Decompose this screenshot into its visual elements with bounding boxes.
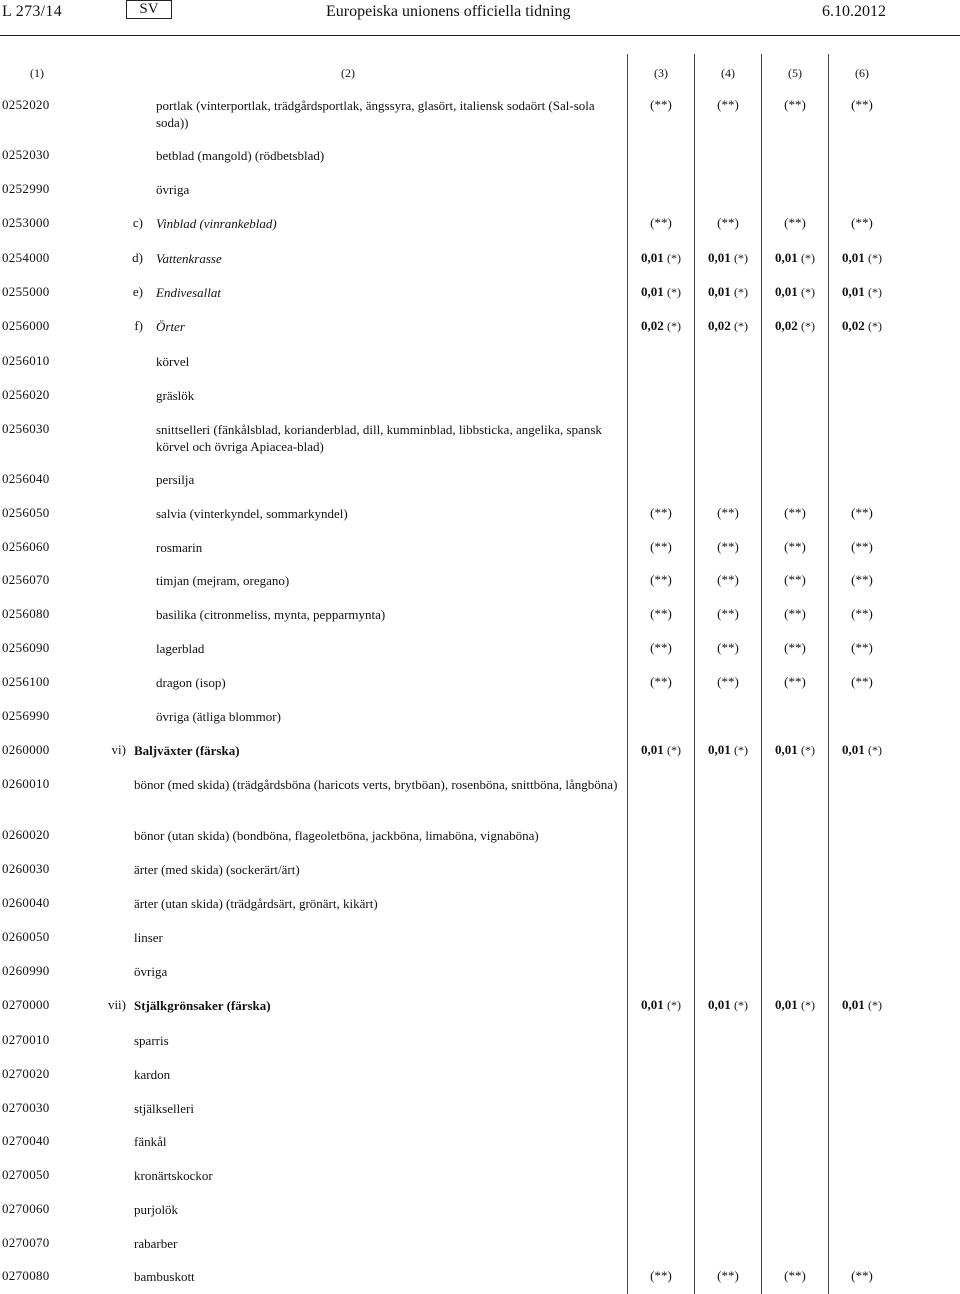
row-description: övriga	[134, 964, 168, 979]
row-value: (**)	[851, 606, 873, 621]
row-description: timjan (mejram, oregano)	[156, 573, 290, 588]
row-description: bönor (med skida) (trädgårdsböna (haricots verts, brytböan), rosenböna, snittböna, långböna)	[134, 777, 618, 792]
row-value: 0,01 (*)	[842, 284, 882, 299]
row-value: (**)	[851, 97, 873, 112]
row-description: sparris	[134, 1033, 169, 1048]
row-description: ärter (med skida) (sockerärt/ärt)	[134, 862, 300, 877]
row-label: d)	[132, 250, 143, 265]
row-code: 0252020	[2, 97, 50, 112]
row-code: 0270060	[2, 1201, 50, 1216]
row-code: 0256100	[2, 674, 50, 689]
row-description: bönor (utan skida) (bondböna, flageoletböna, jackböna, limaböna, vignaböna)	[134, 828, 539, 843]
row-value: (**)	[784, 606, 806, 621]
row-value: (**)	[650, 606, 672, 621]
row-label: vi)	[111, 742, 126, 757]
row-value: (**)	[650, 1268, 672, 1283]
row-description: Endivesallat	[156, 285, 221, 300]
row-value: 0,01 (*)	[775, 284, 815, 299]
row-value: 0,02 (*)	[775, 318, 815, 333]
column-header: (2)	[341, 66, 355, 80]
row-description: bambuskott	[134, 1269, 195, 1284]
row-value: 0,01 (*)	[641, 997, 681, 1012]
row-code: 0256990	[2, 708, 50, 723]
row-value: (**)	[784, 539, 806, 554]
row-value: (**)	[650, 674, 672, 689]
row-description: persilja	[156, 472, 195, 487]
row-label: f)	[134, 318, 143, 333]
row-code: 0256080	[2, 606, 50, 621]
row-value: 0,01 (*)	[842, 997, 882, 1012]
row-value: (**)	[717, 674, 739, 689]
row-code: 0260040	[2, 895, 50, 910]
row-description: fänkål	[134, 1134, 167, 1149]
row-description: rosmarin	[156, 540, 203, 555]
row-code: 0270030	[2, 1100, 50, 1115]
row-value: 0,01 (*)	[708, 250, 748, 265]
column-header: (4)	[721, 66, 735, 80]
row-code: 0255000	[2, 284, 50, 299]
row-value: 0,01 (*)	[842, 742, 882, 757]
row-description: gräslök	[156, 388, 195, 403]
row-code: 0260010	[2, 776, 50, 791]
row-code: 0256010	[2, 353, 50, 368]
row-value: (**)	[650, 505, 672, 520]
row-description: basilika (citronmeliss, mynta, pepparmynta)	[156, 607, 386, 622]
row-code: 0256030	[2, 421, 50, 436]
row-value: (**)	[717, 539, 739, 554]
row-code: 0256050	[2, 505, 50, 520]
row-description: Örter	[156, 319, 185, 334]
row-value: (**)	[717, 606, 739, 621]
row-value: 0,01 (*)	[708, 284, 748, 299]
column-header: (3)	[654, 66, 668, 80]
row-value: (**)	[851, 539, 873, 554]
column-header: (5)	[788, 66, 802, 80]
row-code: 0256070	[2, 572, 50, 587]
row-value: (**)	[851, 674, 873, 689]
row-description: Stjälkgrönsaker (färska)	[134, 998, 271, 1013]
row-value: 0,01 (*)	[775, 997, 815, 1012]
row-code: 0270020	[2, 1066, 50, 1081]
row-value: (**)	[784, 640, 806, 655]
row-value: 0,01 (*)	[641, 284, 681, 299]
row-value: 0,01 (*)	[708, 997, 748, 1012]
row-description: Baljväxter (färska)	[134, 743, 240, 758]
row-value: (**)	[851, 640, 873, 655]
row-description: övriga (ätliga blommor)	[156, 709, 281, 724]
row-value: (**)	[784, 97, 806, 112]
row-description: ärter (utan skida) (trädgårdsärt, grönärt, kikärt)	[134, 896, 378, 911]
row-value: (**)	[784, 505, 806, 520]
row-value: 0,01 (*)	[641, 742, 681, 757]
row-description: körvel	[156, 354, 190, 369]
row-value: (**)	[650, 572, 672, 587]
row-code: 0252030	[2, 147, 50, 162]
row-description: salvia (vinterkyndel, sommarkyndel)	[156, 506, 348, 521]
row-code: 0270080	[2, 1268, 50, 1283]
row-value: (**)	[851, 1268, 873, 1283]
row-value: 0,01 (*)	[641, 250, 681, 265]
row-description: kronärtskockor	[134, 1168, 213, 1183]
row-value: (**)	[717, 215, 739, 230]
row-value: (**)	[717, 572, 739, 587]
row-description: stjälkselleri	[134, 1101, 194, 1116]
row-code: 0256040	[2, 471, 50, 486]
row-value: (**)	[851, 215, 873, 230]
row-value: (**)	[717, 97, 739, 112]
row-value: (**)	[851, 505, 873, 520]
column-header: (6)	[855, 66, 869, 80]
row-description: betblad (mangold) (rödbetsblad)	[156, 148, 325, 163]
row-code: 0254000	[2, 250, 50, 265]
row-value: (**)	[650, 97, 672, 112]
row-code: 0270040	[2, 1133, 50, 1148]
row-code: 0260000	[2, 742, 50, 757]
row-description: lagerblad	[156, 641, 205, 656]
row-code: 0260020	[2, 827, 50, 842]
row-code: 0260030	[2, 861, 50, 876]
row-value: 0,01 (*)	[775, 250, 815, 265]
row-code: 0270000	[2, 997, 50, 1012]
row-description: purjolök	[134, 1202, 179, 1217]
row-value: (**)	[650, 215, 672, 230]
row-description: rabarber	[134, 1236, 178, 1251]
row-value: (**)	[717, 505, 739, 520]
row-value: (**)	[650, 539, 672, 554]
row-value: (**)	[717, 1268, 739, 1283]
row-value: (**)	[784, 1268, 806, 1283]
row-code: 0270050	[2, 1167, 50, 1182]
row-code: 0256000	[2, 318, 50, 333]
row-code: 0252990	[2, 181, 50, 196]
publication-date: 6.10.2012	[822, 3, 886, 20]
row-description: dragon (isop)	[156, 675, 226, 690]
row-value: (**)	[784, 674, 806, 689]
row-code: 0270010	[2, 1032, 50, 1047]
row-code: 0253000	[2, 215, 50, 230]
column-header: (1)	[30, 66, 44, 80]
row-value: 0,01 (*)	[842, 250, 882, 265]
row-value: 0,02 (*)	[842, 318, 882, 333]
page-reference: L 273/14	[2, 3, 63, 20]
page-header	[0, 0, 960, 26]
row-code: 0270070	[2, 1235, 50, 1250]
row-description: snittselleri (fänkålsblad, korianderblad, dill, kumminblad, libbsticka, angelika, spansk körvel och övriga Apiacea-blad)	[156, 422, 602, 454]
row-code: 0260990	[2, 963, 50, 978]
row-value: (**)	[650, 640, 672, 655]
language-badge: SV	[126, 0, 172, 19]
row-code: 0256060	[2, 539, 50, 554]
header-divider	[0, 35, 960, 36]
row-value: 0,02 (*)	[708, 318, 748, 333]
row-description: linser	[134, 930, 163, 945]
row-value: 0,02 (*)	[641, 318, 681, 333]
row-value: 0,01 (*)	[708, 742, 748, 757]
row-value: (**)	[784, 572, 806, 587]
row-code: 0256020	[2, 387, 50, 402]
row-label: e)	[132, 284, 143, 299]
journal-title: Europeiska unionens officiella tidning	[326, 3, 571, 20]
row-value: 0,01 (*)	[775, 742, 815, 757]
row-label: vii)	[107, 997, 126, 1012]
row-value: (**)	[717, 640, 739, 655]
row-description: Vattenkrasse	[156, 251, 222, 266]
row-label: c)	[132, 215, 143, 230]
row-description: kardon	[134, 1067, 171, 1082]
row-code: 0260050	[2, 929, 50, 944]
row-code: 0256090	[2, 640, 50, 655]
row-value: (**)	[784, 215, 806, 230]
row-description: Vinblad (vinrankeblad)	[156, 216, 277, 231]
row-description: övriga	[156, 182, 190, 197]
row-description: portlak (vinterportlak, trädgårdsportlak, ängssyra, glasört, italiensk sodaört (Sal-sola soda))	[156, 98, 595, 130]
row-value: (**)	[851, 572, 873, 587]
